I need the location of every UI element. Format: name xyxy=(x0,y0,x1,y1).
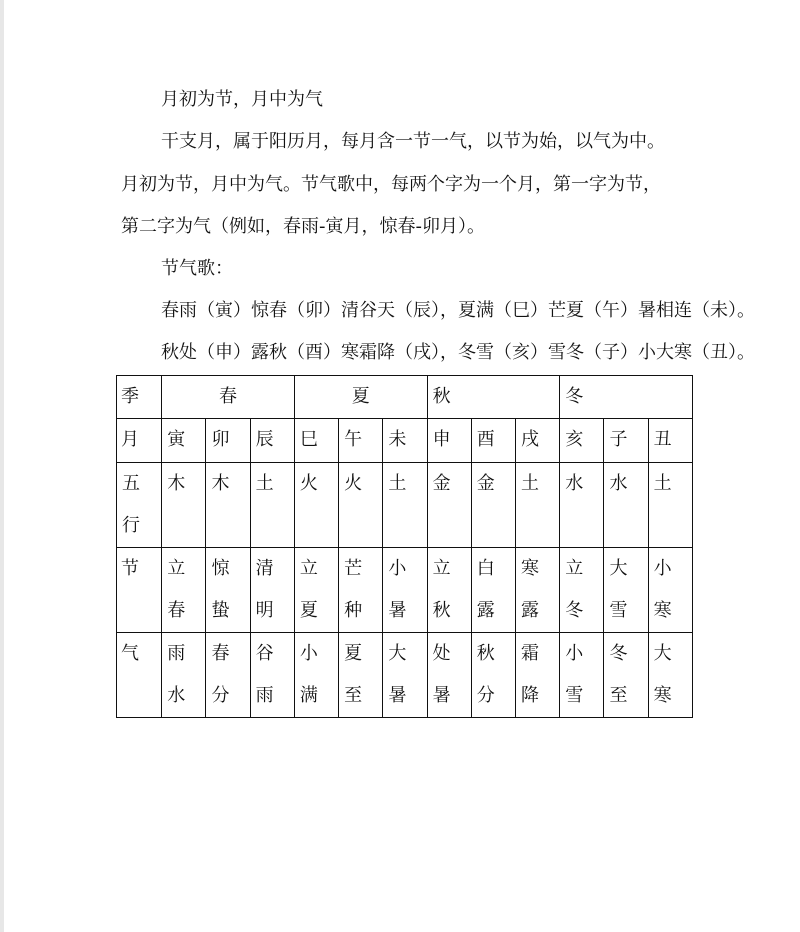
element-cell: 土 xyxy=(516,463,560,548)
row-label-five-elements: 五行 xyxy=(117,463,162,548)
solar-terms-table xyxy=(116,375,693,718)
jie-term-cell: 立秋 xyxy=(427,548,471,633)
song-label: 节气歌： xyxy=(161,258,233,279)
jie-term-cell: 白露 xyxy=(471,548,515,633)
jie-row xyxy=(117,548,693,633)
jie-term-cell: 惊蛰 xyxy=(206,548,250,633)
paragraph-line-1: 干支月，属于阳历月，每月含一节一气，以节为始，以气为中。 xyxy=(161,131,665,152)
row-label-jie: 节 xyxy=(117,548,162,633)
jie-term-cell: 立夏 xyxy=(294,548,338,633)
month-cell: 未 xyxy=(383,419,427,463)
element-cell: 金 xyxy=(427,463,471,548)
qi-term-cell: 小满 xyxy=(294,633,338,718)
qi-term-cell: 谷雨 xyxy=(250,633,294,718)
month-cell: 子 xyxy=(604,419,648,463)
element-cell: 木 xyxy=(162,463,206,548)
element-cell: 水 xyxy=(604,463,648,548)
row-label-qi: 气 xyxy=(117,633,162,718)
season-summer: 夏 xyxy=(294,376,427,419)
element-cell: 火 xyxy=(294,463,338,548)
jie-term-cell: 清明 xyxy=(250,548,294,633)
element-cell: 土 xyxy=(250,463,294,548)
page-left-edge xyxy=(0,0,4,932)
month-cell: 巳 xyxy=(294,419,338,463)
season-winter: 冬 xyxy=(560,376,693,419)
jie-term-cell: 芒种 xyxy=(339,548,383,633)
qi-term-cell: 大暑 xyxy=(383,633,427,718)
song-line-2: 秋处（申）露秋（酉）寒霜降（戌），冬雪（亥）雪冬（子）小大寒（丑）。 xyxy=(161,342,755,363)
song-line-1: 春雨（寅）惊春（卯）清谷天（辰），夏满（巳）芒夏（午）暑相连（未）。 xyxy=(161,300,755,321)
qi-term-cell: 冬至 xyxy=(604,633,648,718)
row-label-season: 季 xyxy=(117,376,162,419)
month-cell: 午 xyxy=(339,419,383,463)
month-cell: 丑 xyxy=(648,419,692,463)
month-cell: 卯 xyxy=(206,419,250,463)
month-cell: 寅 xyxy=(162,419,206,463)
season-autumn: 秋 xyxy=(427,376,560,419)
qi-term-cell: 小雪 xyxy=(560,633,604,718)
element-cell: 火 xyxy=(339,463,383,548)
element-cell: 木 xyxy=(206,463,250,548)
jie-term-cell: 小寒 xyxy=(648,548,692,633)
element-cell: 金 xyxy=(471,463,515,548)
month-cell: 亥 xyxy=(560,419,604,463)
element-cell: 土 xyxy=(383,463,427,548)
qi-term-cell: 霜降 xyxy=(516,633,560,718)
jie-term-cell: 立春 xyxy=(162,548,206,633)
month-cell: 申 xyxy=(427,419,471,463)
season-spring: 春 xyxy=(162,376,295,419)
five-elements-row xyxy=(117,463,693,548)
paragraph-line-2: 月初为节，月中为气。节气歌中，每两个字为一个月，第一字为节， xyxy=(121,174,661,195)
element-cell: 水 xyxy=(560,463,604,548)
month-cell: 辰 xyxy=(250,419,294,463)
jie-term-cell: 大雪 xyxy=(604,548,648,633)
qi-term-cell: 春分 xyxy=(206,633,250,718)
qi-term-cell: 秋分 xyxy=(471,633,515,718)
element-cell: 土 xyxy=(648,463,692,548)
qi-term-cell: 大寒 xyxy=(648,633,692,718)
jie-term-cell: 小暑 xyxy=(383,548,427,633)
paragraph-line-3: 第二字为气（例如，春雨-寅月，惊春-卯月）。 xyxy=(121,216,485,237)
heading-line: 月初为节，月中为气 xyxy=(161,89,323,110)
jie-term-cell: 立冬 xyxy=(560,548,604,633)
qi-term-cell: 夏至 xyxy=(339,633,383,718)
qi-row xyxy=(117,633,693,718)
month-cell: 酉 xyxy=(471,419,515,463)
month-cell: 戌 xyxy=(516,419,560,463)
qi-term-cell: 处暑 xyxy=(427,633,471,718)
qi-term-cell: 雨水 xyxy=(162,633,206,718)
row-label-month: 月 xyxy=(117,419,162,463)
jie-term-cell: 寒露 xyxy=(516,548,560,633)
